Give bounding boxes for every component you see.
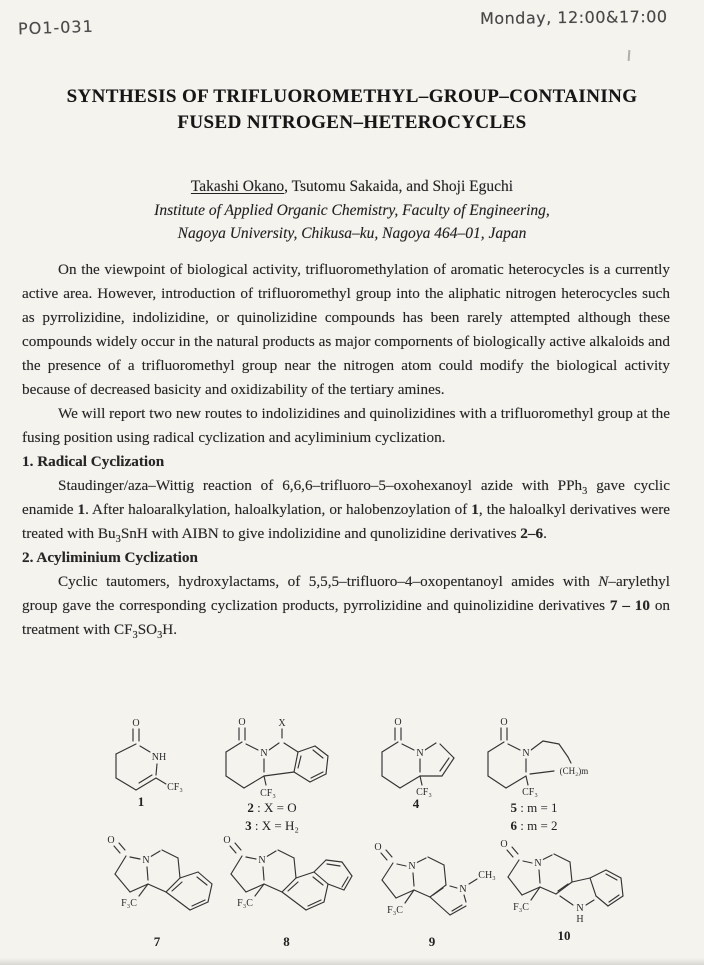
structure-2-3-bonds [226, 728, 328, 788]
affiliation-line-2: Nagoya University, Chikusa–ku, Nagoya 464–01, Japan [177, 225, 527, 242]
structure-5-caption: 5 : m = 1 [510, 800, 558, 815]
paragraph-intro-2: We will report two new routes to indolizidines and quinolizidines with a trifluoromethyl group at the fusing position using radical cyclization and acyliminium cyclization. [22, 405, 670, 446]
atom-nitrogen: N [522, 748, 530, 759]
paragraph-section-2: Cyclic tautomers, hydroxylactams, of 5,5,5–trifluoro–4–oxopentanoyl amides with N–arylethyl group gave the corresponding cyclization products, pyrrolizidine and quinolizidine derivatives 7 – 10 on treatment with $CF_3SO_3H$. [22, 573, 671, 642]
group-f3c: F₃C [387, 905, 403, 916]
structure-compound-10 [494, 834, 634, 944]
atom-oxygen: O [394, 717, 402, 728]
atom-indole-nitrogen: N [576, 903, 584, 914]
group-cf3: CF₃ [416, 787, 432, 798]
atom-oxygen: O [107, 835, 115, 846]
author-coauthors: , Tsutomu Sakaida, and Shoji Eguchi [284, 178, 514, 195]
group-f3c: F₃C [121, 898, 137, 909]
scan-artifact-tick [628, 50, 631, 61]
structure-compound-8 [214, 832, 359, 950]
structure-7-drawing [98, 832, 216, 916]
atom-oxygen: O [238, 717, 246, 728]
atom-oxygen: O [500, 839, 508, 850]
structure-8-caption: 8 [283, 934, 290, 949]
poster-code: PO1-031 [17, 16, 95, 39]
section-1-heading: 1. Radical Cyclization [22, 453, 165, 470]
atom-nitrogen: N [260, 748, 268, 759]
structure-compound-9 [366, 836, 498, 950]
group-f3c: F₃C [237, 898, 253, 909]
atom-oxygen: O [500, 717, 508, 728]
structure-compound-5-6 [472, 714, 596, 833]
group-f3c: F₃C [513, 902, 529, 913]
structure-9-caption: 9 [428, 934, 436, 949]
affiliation-line-1: Institute of Applied Organic Chemistry, Faculty of Engineering, [154, 201, 550, 219]
structure-5-6-drawing [472, 714, 596, 798]
atom-oxygen: O [132, 718, 140, 729]
session-schedule: Monday, 12:00&17:00 [479, 7, 668, 28]
structure-3-caption: 3 : X = H₂ [245, 817, 299, 833]
structure-2-caption: 2 : X = O [247, 800, 297, 815]
structure-1-drawing [96, 714, 186, 792]
section-2-heading: 2. Acyliminium Cyclization [22, 549, 198, 566]
atom-nitrogen: N [142, 855, 150, 866]
paragraph-intro-1: On the viewpoint of biological activity, trifluoromethylation of aromatic heterocycles is a currently active area. However, introduction of trifluoromethyl group into the aliphatic nitrogen heterocycles such as pyrrolizidine, indolizidine, or quinolizidine compounds has been rarely attempted although these compounds widely occur in the natural products as major compornents of biologically active alkaloids and the presence of a trifluoromethyl group near the nitrogen atom could modify the biological activity because of decreased basicity and oxidizability of the tertiary amines. [22, 261, 670, 398]
structure-10-drawing [494, 834, 634, 925]
paper-title-line-2: FUSED NITROGEN–HETEROCYCLES [177, 112, 527, 133]
group-cf3: CF₃ [167, 782, 183, 793]
atom-nitrogen: N [416, 748, 424, 759]
structure-10-caption: 10 [557, 928, 571, 943]
structure-7-caption: 7 [153, 934, 161, 949]
paragraph-section-1: Staudinger/aza–Wittig reaction of 6,6,6–trifluoro–5–oxohexanoyl azide with PPh$_3$ gave cyclic enamide 1. After haloaralkylation, haloalkylation, or halobenzoylation of 1, the haloalkyl derivatives were treated with $Bu_3SnH$ with AIBN to give indolizidine and qunolizidine derivatives 2–6. [22, 477, 670, 546]
structure-compound-4 [366, 714, 466, 812]
abstract-body [22, 258, 670, 642]
atom-nitrogen: N [258, 855, 266, 866]
structure-compound-1 [96, 714, 186, 810]
paper-title [0, 84, 704, 136]
author-presenting: Takashi Okano [190, 178, 285, 195]
atom-nitrogen: N [534, 858, 542, 869]
structure-2-3-drawing [212, 714, 332, 798]
group-n-methyl: CH₃ [478, 870, 496, 881]
structure-6-caption: 6 : m = 2 [510, 817, 558, 833]
structure-8-drawing [214, 832, 359, 916]
structure-compound-7 [98, 832, 216, 950]
author-line [0, 175, 704, 199]
structure-1-caption: 1 [137, 794, 145, 809]
paper-title-line-1: SYNTHESIS OF TRIFLUOROMETHYL–GROUP–CONTAINING [66, 86, 638, 107]
structure-10-bonds [507, 847, 623, 906]
atom-indole-nh-hydrogen: H [576, 914, 584, 925]
atom-oxygen: O [374, 842, 382, 853]
group-cf3: CF₃ [522, 787, 538, 798]
atom-pyrrole-nitrogen: N [459, 884, 467, 895]
group-cf3: CF₃ [260, 788, 276, 799]
structure-9-drawing [366, 836, 498, 922]
author-block [0, 175, 704, 246]
atom-nitrogen: N [408, 861, 416, 872]
structure-compound-2-3 [212, 714, 332, 833]
group-ch2-m-chain: (CH₂)m [559, 766, 589, 776]
atom-nh: NH [151, 752, 167, 763]
atom-x-substituent: X [278, 718, 286, 729]
structure-4-caption: 4 [412, 796, 420, 811]
structure-4-drawing [366, 714, 466, 798]
atom-oxygen: O [223, 835, 231, 846]
